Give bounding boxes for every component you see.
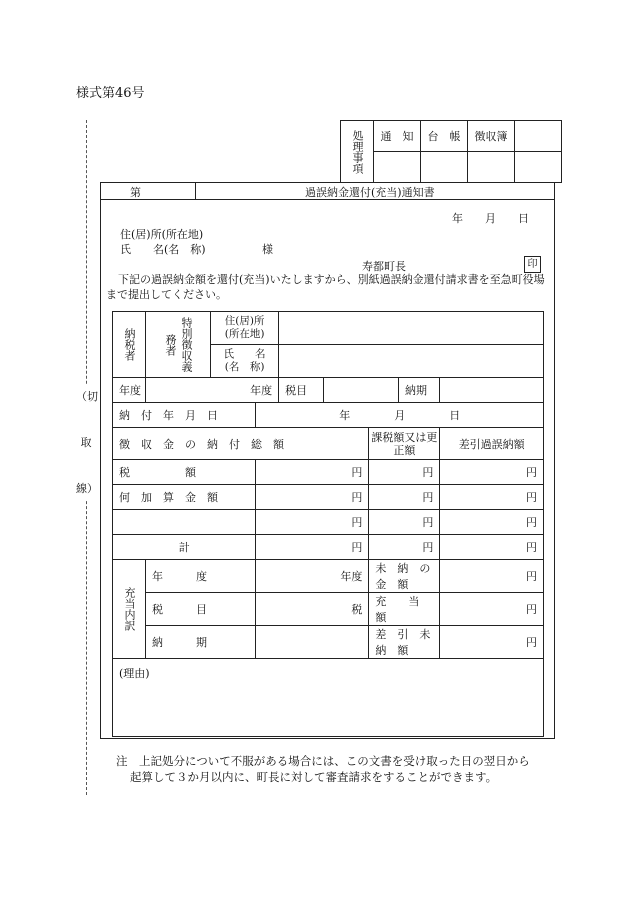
- diff-header: 差引過誤納額: [440, 428, 544, 460]
- sama-label: 様: [262, 243, 273, 256]
- blank-assessed-field[interactable]: 円: [369, 510, 440, 535]
- alloc-year-field[interactable]: 年度: [256, 560, 369, 593]
- name-label-1: 氏 名: [223, 348, 266, 360]
- appeal-note: [116, 753, 530, 785]
- alloc-tax-label: 税 目: [146, 593, 256, 626]
- proc-header-ledger: 台 帳: [421, 121, 468, 152]
- collection-total-header: 徴 収 金 の 納 付 総 額: [113, 428, 369, 460]
- due-field[interactable]: [440, 378, 544, 403]
- allocation-label: 充当内訳: [113, 560, 146, 659]
- allocated-field[interactable]: 円: [440, 593, 544, 626]
- mayor-label: 寿都町長: [362, 260, 406, 273]
- name-field[interactable]: [279, 345, 544, 378]
- payment-date-label: 納 付 年 月 日: [113, 403, 256, 428]
- tax-assessed-field[interactable]: 円: [369, 460, 440, 485]
- surcharge-label: 何 加 算 金 額: [113, 485, 256, 510]
- issue-date: 年 月 日: [452, 212, 529, 225]
- cut-line-label: [76, 385, 96, 501]
- assessed-header: 課税額又は更正額: [369, 428, 440, 460]
- tax-amount-field[interactable]: 円: [256, 460, 369, 485]
- total-field[interactable]: 円: [256, 535, 369, 560]
- refund-table: [112, 311, 544, 737]
- alloc-year-label: 年 度: [146, 560, 256, 593]
- reason-label: (理由): [119, 667, 150, 680]
- number-label: 第: [130, 186, 141, 199]
- surcharge-assessed-field[interactable]: 円: [369, 485, 440, 510]
- address-field[interactable]: [279, 312, 544, 345]
- addr-label-2: (所在地): [224, 328, 265, 340]
- year-field[interactable]: 年度: [146, 378, 279, 403]
- alloc-tax-field[interactable]: 税: [256, 593, 369, 626]
- tax-item-label: 税目: [279, 378, 324, 403]
- notice-header: [100, 182, 555, 200]
- tax-amount-label: 税 額: [113, 460, 256, 485]
- name-label-2: (名 称): [224, 361, 265, 373]
- year-label: 年度: [113, 378, 146, 403]
- processing-label: 処理事項: [341, 121, 374, 183]
- proc-header-blank: [515, 121, 562, 152]
- address-label: 住(居)所(所在地): [120, 228, 204, 241]
- unpaid-label: 未 納 の 金 額: [369, 560, 440, 593]
- cut-line-label-1: （切: [76, 390, 98, 403]
- blank-diff-field[interactable]: 円: [440, 510, 544, 535]
- proc-header-notice: 通 知: [374, 121, 421, 152]
- reason-field[interactable]: [113, 659, 544, 737]
- tax-item-field[interactable]: [323, 378, 398, 403]
- total-label: 計: [113, 535, 256, 560]
- payment-date-field[interactable]: 年 月 日: [256, 403, 544, 428]
- blank-label: [113, 510, 256, 535]
- note-line-2: 起算して３か月以内に、町長に対して審査請求をすることができます。: [130, 770, 498, 784]
- unpaid-field[interactable]: 円: [440, 560, 544, 593]
- proc-cell[interactable]: [421, 152, 468, 183]
- taxpayer-label: 納税者: [113, 312, 146, 378]
- allocated-label: 充 当 額: [369, 593, 440, 626]
- total-diff-field[interactable]: 円: [440, 535, 544, 560]
- addr-label-1: 住(居)所: [224, 315, 265, 327]
- cut-line-label-3: 線）: [76, 482, 98, 495]
- alloc-due-field[interactable]: [256, 626, 369, 659]
- name-label: 氏 名(名 称): [120, 243, 206, 256]
- net-unpaid-label: 差 引 未 納 額: [369, 626, 440, 659]
- proc-cell[interactable]: [515, 152, 562, 183]
- proc-header-collection: 徴収簿: [468, 121, 515, 152]
- cut-line-label-2: 取: [80, 436, 92, 449]
- alloc-due-label: 納 期: [146, 626, 256, 659]
- total-assessed-field[interactable]: 円: [369, 535, 440, 560]
- tax-diff-field[interactable]: 円: [440, 460, 544, 485]
- due-label: 納期: [399, 378, 440, 403]
- proc-cell[interactable]: [374, 152, 421, 183]
- form-number: 様式第46号: [76, 86, 145, 101]
- surcharge-field[interactable]: 円: [256, 485, 369, 510]
- seal-mark: 印: [524, 256, 541, 273]
- surcharge-diff-field[interactable]: 円: [440, 485, 544, 510]
- processing-box: [340, 120, 562, 183]
- special-collector-label: 特別徴収義務者: [146, 312, 211, 378]
- net-unpaid-field[interactable]: 円: [440, 626, 544, 659]
- notice-title: 過誤納金還付(充当)通知書: [305, 186, 435, 199]
- note-line-1: 注 上記処分について不服がある場合には、この文書を受け取った日の翌日から: [116, 754, 530, 768]
- proc-cell[interactable]: [468, 152, 515, 183]
- blank-field[interactable]: 円: [256, 510, 369, 535]
- notice-message: 下記の過誤納金額を還付(充当)いたしますから、別紙過誤納金還付請求書を至急町役場まで提出してください。: [106, 273, 545, 301]
